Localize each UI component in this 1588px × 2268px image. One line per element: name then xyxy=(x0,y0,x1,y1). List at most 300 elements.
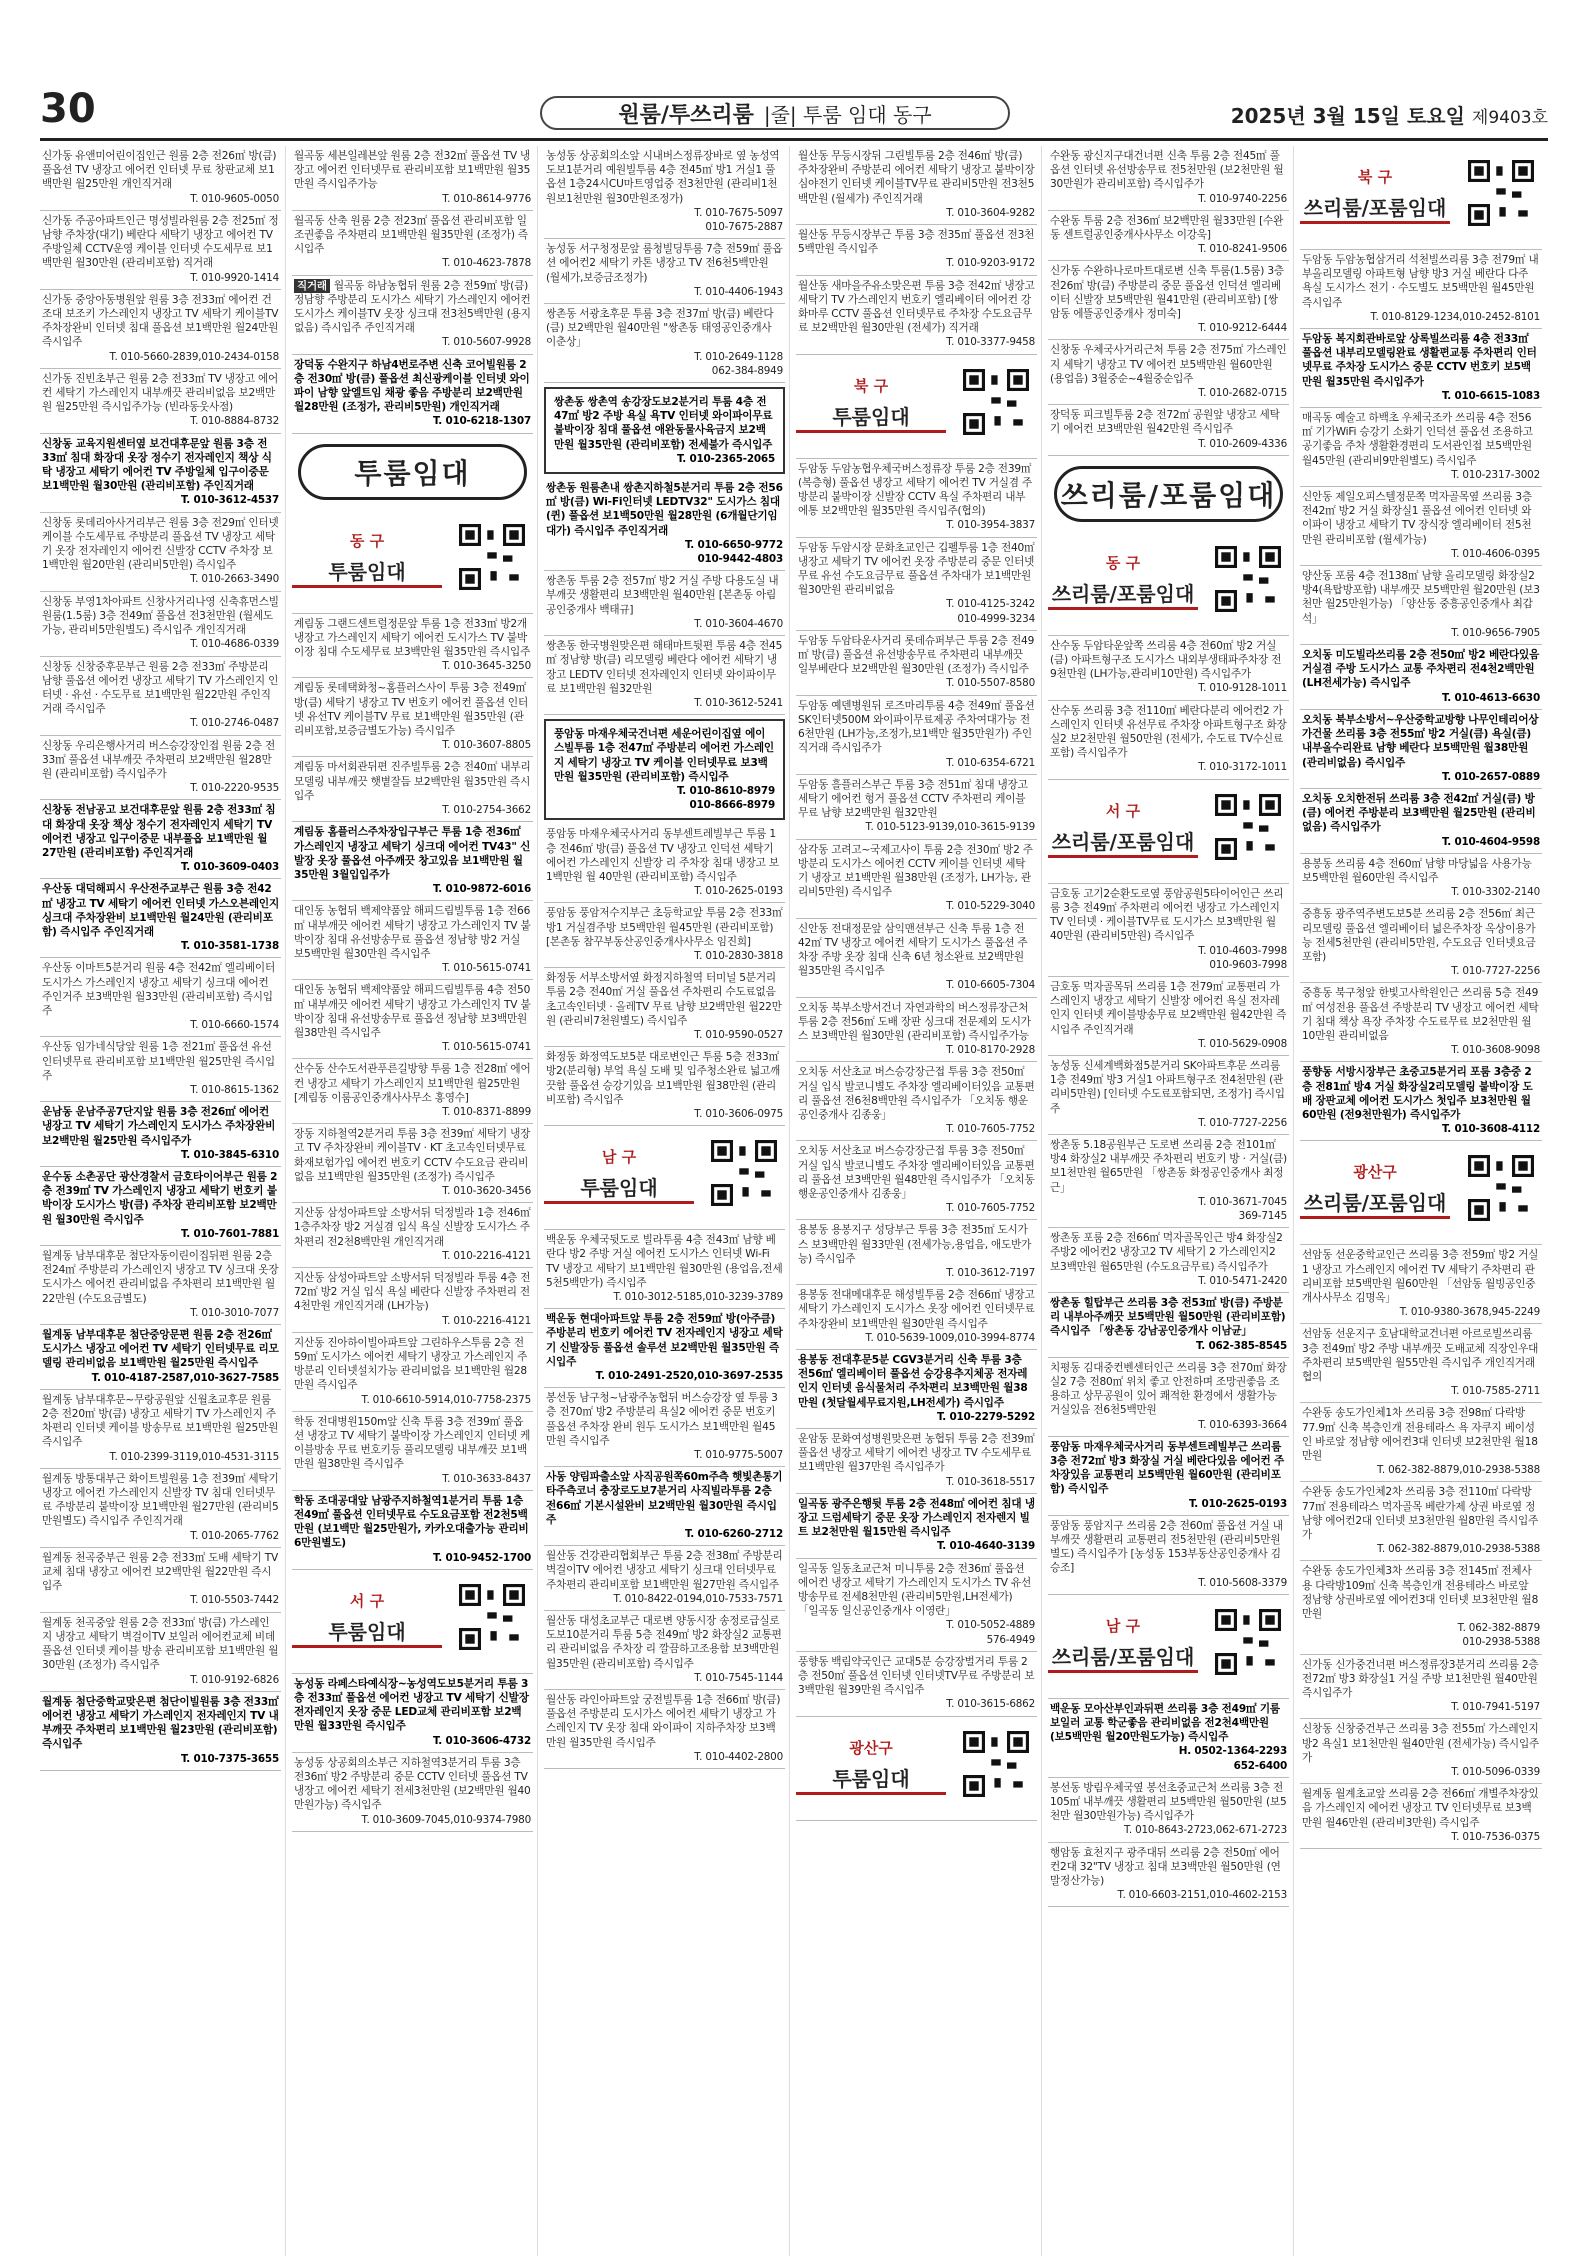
subsection-buk-threeroom xyxy=(1300,146,1542,250)
boxed-ad xyxy=(544,387,785,474)
ad-body: 월곡동 세븐일레븐앞 원룸 2층 전32㎡ 풀옵션 TV 냉장고 에어컨 인터넷무료 관리비포함 보1백만원 월35만원 즉시입주가능 xyxy=(294,150,531,191)
ad-phone: T. 010-3608-9098 xyxy=(1451,1044,1540,1057)
ad-body: 신가동 유앤미어린이집인근 원룸 2층 전26㎡ 방(큼) 풀옵션 TV 냉장고 에어컨 인터넷 무료 창판교체 보1백만원 월25만원 개인직거래 xyxy=(42,150,277,191)
classified-ad xyxy=(1300,1403,1542,1482)
ad-phone: T. 010-6650-9772 010-9442-4803 xyxy=(684,538,783,566)
ad-text xyxy=(294,617,531,660)
ad-phone: T. 010-7675-5097 010-7675-2887 xyxy=(694,206,783,234)
classified-ad xyxy=(544,478,785,571)
classified-ad xyxy=(796,998,1037,1063)
ad-text xyxy=(294,1415,531,1472)
ad-phone: T. 010-2682-0715 xyxy=(1198,387,1287,400)
ad-phone: T. 010-5629-0908 xyxy=(1198,1037,1287,1050)
ad-body: 대인동 농협뒤 백제약품앞 해피드림빌투룸 1층 전66㎡ 내부깨끗 에어컨 세탁기 냉장고 가스레인지 TV 붙박이장 침대 유선방송무료 풀옵션 정남향 방2 거실 보5백만원 월30만원 즉시입주 xyxy=(294,905,531,960)
ad-text xyxy=(294,983,531,1040)
classified-ad xyxy=(1048,977,1289,1056)
ad-body: 농성동 라페스타예식장~농성역도보5분거리 투룸 3층 전33㎡ 풀옵션 에어컨 냉장고 TV 세탁기 신발장 전자레인지 옷장 중문 LED교체 관리비포함 보2백만원 월33만원 즉시입주 xyxy=(294,1677,529,1733)
classified-ad xyxy=(40,1692,281,1771)
classified-ad xyxy=(1048,1293,1289,1358)
ad-text xyxy=(546,1614,783,1671)
ad-phone: T. 010-2491-2520,010-3697-2535 xyxy=(595,1370,783,1383)
ad-text xyxy=(1302,713,1540,770)
ad-body: 오치동 서산초교 버스승강장근접 투룸 3층 전50㎡ 거실 입식 발코니별도 주차장 엘리베이터있음 교통편리 풀옵션 보3백만원 월48만원 즉시입주가 「오치동 행운공인중개사 김종웅」 xyxy=(798,1145,1035,1200)
classified-ad xyxy=(1048,405,1289,456)
ad-body: 쌍촌동 서광초후문 투룸 3층 전37㎡ 방(큼) 베란다(큼) 보2백만원 월40만원 "쌍촌동 태영공인중개사 이춘상」 xyxy=(546,308,774,349)
ad-body: 장동 지하철역2분거리 투룸 3층 전39㎡ 세탁기 냉장고 TV 주차장완비 케이블TV · KT 초고속인터넷무료 화재보험가입 에어컨 번호키 CCTV 수도요금 관리비없음 보1백만원 월35만원 (조정가) 즉시입주 xyxy=(294,1128,531,1183)
ad-phone: T. 010-3845-6310 xyxy=(180,1148,279,1161)
ad-phone: T. 010-8241-9506 xyxy=(1198,243,1287,256)
classified-ad xyxy=(544,1546,785,1611)
classified-ad xyxy=(544,824,785,903)
ad-body: 수완동 송도가인체2차 쓰리룸 3층 전110㎡ 다락방77㎡ 전용테라스 먹자골목 베란가제 상권 바로옆 정남향 에어컨2대 인터넷 보3천만원 월8만원 즉시입주가 xyxy=(1302,1486,1539,1542)
ad-body: 수완동 투룸 2층 전36㎡ 보2백만원 월33만원 [수완동 센트럴공인중개사사무소 이강욱] xyxy=(1050,214,1284,242)
ad-text xyxy=(1050,343,1287,386)
ad-text xyxy=(294,1494,531,1551)
ad-phone: T. 010-2365-2065 xyxy=(676,452,775,465)
ad-phone: T. 010-8371-8899 xyxy=(442,1105,531,1118)
ad-phone: T. 010-4603-7998 010-9603-7998 xyxy=(1198,944,1287,971)
ad-body: 일곡동 일동초교근처 미니투룸 2층 전36㎡ 풀옵션 에어컨 냉장고 세탁기 가스레인지 도시가스 TV 유선방송무료 전세8천만원 (관리비5만원,LH전세가) 「일곡동 일신공인중개사 이영란」 xyxy=(798,1562,1031,1618)
ad-text xyxy=(42,595,279,638)
ad-text xyxy=(294,825,531,882)
ad-body: 신가동 신가중건너편 버스정류장3분거리 쓰리룸 2층 전72㎡ 방3 화장실1 거실 주방 보1천만원 월40만원 즉시입주가 xyxy=(1302,1658,1539,1700)
ad-body: 지산동 삼성아파트앞 소방서뒤 덕정빌라 투룸 4층 전72㎡ 방2 거실 입식 욕실 베란다 신발장 주차편리 전4천만원 개인직거래 (LH가능) xyxy=(294,1271,531,1313)
ad-text xyxy=(294,1127,531,1184)
ad-body: 신창동 신창중후문부근 원룸 2층 전33㎡ 주방분리 남향 풀옵션 에어컨 냉장고 세탁기 TV 가스레인지 인터넷 · 유선 · 수도무료 보1백만원 월22만원 주인직거래 즉시입주 xyxy=(42,660,279,716)
classified-ad xyxy=(796,840,1037,919)
classified-ad xyxy=(1048,1516,1289,1595)
ad-text xyxy=(798,1497,1035,1540)
ad-phone: T. 010-7536-0375 xyxy=(1451,1830,1540,1843)
ad-text xyxy=(798,1353,1035,1410)
classified-ad xyxy=(1048,146,1289,211)
ad-text xyxy=(1302,986,1540,1043)
ad-text xyxy=(1302,1722,1540,1765)
classified-ad xyxy=(796,225,1037,276)
ad-phone: T. 010-3604-4670 xyxy=(694,617,783,630)
classified-ad xyxy=(1300,904,1542,983)
classified-ad xyxy=(40,290,281,369)
classified-ad xyxy=(544,571,785,636)
classified-ad xyxy=(40,657,281,736)
ad-text xyxy=(42,882,279,939)
classified-ad xyxy=(292,980,533,1059)
ad-body: 신창동 롯데리아사거리부근 원룸 3층 전29㎡ 인터넷 케이블 수도세무료 주방분리 풀옵션 TV 냉장고 세탁기 옷장 전자레인지 에어컨 신발장 CCTV 주차장 보1백만원 월20만원 (관리비5만원) 즉시입주 xyxy=(42,516,279,572)
subsection-title: 쓰리룸/포룸임대 xyxy=(1048,1641,1198,1673)
column-4 xyxy=(796,146,1042,2256)
ad-text xyxy=(798,1001,1035,1044)
ad-text xyxy=(798,228,1035,256)
subsection-title: 투룸임대 xyxy=(292,556,442,588)
classified-ad xyxy=(292,901,533,980)
ad-phone: T. 010-8422-0194,010-7533-7571 xyxy=(613,1592,783,1605)
ad-phone: T. 010-4406-1943 xyxy=(694,285,783,298)
ad-phone: T. 010-6393-3664 xyxy=(1198,1418,1287,1431)
ad-phone: H. 0502-1364-2293 652-6400 xyxy=(1178,1745,1287,1772)
page-number: 30 xyxy=(40,86,96,132)
classified-ad xyxy=(544,1467,785,1546)
ad-body: 계림동 홈플러스주차장입구부근 투룸 1층 전36㎡ 가스레인지 냉장고 세탁기 싱크대 에어컨 TV43" 신발장 옷장 풀옵션 아주깨끗 창고있음 보1백만원 월35만원 3월입입주가 xyxy=(294,826,531,881)
subsection-district: 북 구 xyxy=(1357,168,1393,186)
ad-body: 두암동 두암농협우체국버스정류장 투룸 2층 전39㎡ (복층형) 풀옵션 냉장고 세탁기 에어컨 TV 거실겸 주방분리 붙박이장 신발장 CCTV 욕실 주차편리 내부에통 보2백만원 월35만원 즉시입주(협의) xyxy=(798,462,1032,518)
classified-ad xyxy=(1048,1056,1289,1135)
ad-phone: T. 010-3172-1011 xyxy=(1198,761,1287,774)
ad-text xyxy=(1302,1327,1540,1384)
ad-text xyxy=(1302,569,1540,626)
ad-body: 양산동 포룸 4층 전138㎡ 남향 올리모델링 화장실2 방4(욕탑방포함) 내부깨끗 보5백만원 월20만원 (보3천만 월25만원가능) 「양산동 중흥공인중개사 최갑석」 xyxy=(1302,570,1540,625)
ad-text xyxy=(1050,639,1287,682)
classified-ad xyxy=(1300,1245,1542,1324)
ad-phone: T. 010-6260-2712 xyxy=(684,1528,783,1541)
ad-body: 월계동 남부대후문 첨단중앙문편 원룸 2층 전26㎡ 도시가스 냉장고 에어컨 TV 세탁기 인터넷무료 리모델링 관리비없음 보1백만원 월25만원 즉시입주 xyxy=(42,1329,279,1370)
subsection-district: 동 구 xyxy=(1105,553,1141,572)
ad-body: 신창동 신창중건부근 쓰리룸 3층 전55㎡ 가스레인지 방2 욕실1 보1천만원 월40만원 (전세가능) 즉시입주가 xyxy=(1302,1723,1540,1764)
ad-body: 계림동 그랜드센트럴정문앞 투룸 1층 전33㎡ 방2개 냉장고 가스레인지 세탁기 에어컨 도시가스 TV 붙박이장 침대 수도세무료 보3백만원 월35만원 즉시입주 xyxy=(294,617,531,659)
ad-phone: T. 062-382-8879,010-2938-5388 xyxy=(1376,1464,1540,1477)
ad-phone: T. 010-2065-7762 xyxy=(190,1529,279,1542)
classified-ad xyxy=(796,1141,1037,1220)
ad-phone: T. 010-2609-4336 xyxy=(1198,437,1287,450)
ad-text xyxy=(42,1472,279,1529)
ad-text xyxy=(1050,214,1287,242)
classified-ad xyxy=(292,1203,533,1268)
classified-ad xyxy=(1300,1324,1542,1403)
ad-text xyxy=(294,1677,531,1734)
ad-text xyxy=(42,293,279,350)
ad-phone: T. 010-5615-0741 xyxy=(442,962,531,975)
ad-text xyxy=(294,1756,531,1813)
classified-ad xyxy=(544,968,785,1047)
classified-ad xyxy=(796,1494,1037,1559)
ad-text xyxy=(546,1391,783,1448)
ad-text xyxy=(1302,1787,1540,1830)
classified-ad xyxy=(40,434,281,513)
subsection-district: 남 구 xyxy=(1105,1616,1141,1635)
ad-text xyxy=(42,437,279,494)
classified-ad xyxy=(544,903,785,968)
ad-text xyxy=(546,149,783,206)
ad-phone: T. 010-3633-8437 xyxy=(442,1472,531,1485)
ad-phone: T. 010-2625-0193 xyxy=(694,885,783,898)
ad-body: 신가동 수완하나로마트대로변 신축 투룸(1.5룸) 3층 전26㎡ 방(큼) 주방분리 중문 풀옵션 인덕션 엘리베이터 신발장 보5백만원 월41만원 (관리비포함) [쌍암동 에뜰공인중개사 정미숙] xyxy=(1050,265,1284,321)
ad-body: 월계동 천곡중앞 원룸 2층 전33㎡ 방(큼) 가스레인지 냉장고 세탁기 벽걸이TV 보일러 에어컨교체 비데 풀옵션 인터넷 케이블 방송 관리비포함 보1백만원 월30만원 (조정가) 즉시입주 xyxy=(42,1616,279,1672)
ad-text xyxy=(294,1336,531,1393)
ad-phone: T. 010-9920-1414 xyxy=(190,271,279,284)
ad-text xyxy=(1050,1361,1287,1418)
ad-phone: T. 010-9203-9172 xyxy=(946,257,1035,270)
classified-ad xyxy=(544,1047,785,1126)
ad-body: 매곡동 예술고 하백초 우체국조카 쓰리룸 4층 전56㎡ 기가WiFi 승강기 소화기 인덕션 풀옵션 조용하고 공기좋음 주차 생활환경편리 도서관인접 보5백만원 월45만원 (관리비9만원별도) 즉시입주 xyxy=(1302,412,1533,467)
direct-deal-badge: 직거래 xyxy=(294,279,330,293)
ad-text xyxy=(1050,1519,1287,1576)
ad-body: 우산동 임가네식당앞 원룸 1층 전21㎡ 풀옵션 유선 인터넷무료 관리비포함 보1백만원 월25만원 즉시입주 xyxy=(42,1041,275,1082)
ad-phone: T. 010-3612-7197 xyxy=(946,1267,1035,1279)
ad-text xyxy=(42,1616,279,1673)
ad-text xyxy=(1302,411,1540,468)
qr-code-icon xyxy=(1215,1609,1281,1675)
classified-ad xyxy=(1300,329,1542,408)
ad-body: 금호동 먹자골목뒤 쓰리룸 1층 전79㎡ 교통편리 가스레인지 냉장고 세탁기 신발장 에어컨 욕실 전자레인지 인터넷 케이블방송무료 보2백만원 월42만원 즉시입주 주인직거래 xyxy=(1050,980,1287,1036)
ad-text xyxy=(42,739,279,782)
classified-ad xyxy=(40,592,281,657)
ad-text xyxy=(1302,1564,1540,1621)
ad-text xyxy=(546,242,783,285)
ad-phone: T. 010-5660-2839,010-2434-0158 xyxy=(109,350,279,363)
ad-body: 신창동 교육지원센터옆 보건대후문앞 원룸 3층 전33㎡ 침대 화장대 옷장 정수기 전자레인지 책상 식탁 냉장고 세탁기 에어컨 TV 주방일체 입구이중문 보1백만원 월30만원 (관리비포함) 주인직거래 xyxy=(42,437,272,493)
ad-text xyxy=(798,699,1035,756)
ad-body: 장덕동 수완지구 하남4번로주변 신축 코어빌원룸 2층 전30㎡ 방(큼) 풀옵션 최신광케이블 인터넷 와이파이 남향 앞엘트임 채광 좋음 주방분리 보2백만원 월28만원 (조정가, 관리비5만원) 개인직거래 xyxy=(294,358,530,414)
ad-body: 두암동 두암시장 문화초교인근 깁펠투룸 1층 전40㎡ 냉장고 세탁기 TV 에어컨 옷장 주방분리 중문 인터넷무료 유선 수도요금무료 풀옵션 주차대가 보1백만원 월30만원 관리비없음 xyxy=(798,541,1035,597)
ad-phone: T. 010-9605-0050 xyxy=(190,192,279,205)
qr-code-icon xyxy=(963,1731,1029,1797)
ad-text xyxy=(42,961,279,1018)
ad-body: 농성동 상공회의소부근 지하철역3분거리 투룸 3층 전36㎡ 방2 주방분리 중문 CCTV 인터넷 풀옵션 TV 냉장고 에어컨 세탁기 전세3천만원 (보2백만원 월40만원가능) 즉시입주 xyxy=(294,1756,531,1812)
ad-text xyxy=(1302,792,1540,835)
ad-text xyxy=(798,1223,1035,1266)
ad-body: 화정동 화정역도보5분 대로변인근 투룸 5층 전33㎡ 방2(분리형) 부엌 욕실 도배 및 입주청소완료 넓고깨끗함 풀옵션 승강기있음 보1백만원 월38만원 (관리비포함) 즉시입주 xyxy=(546,1051,781,1106)
ad-phone: T. 010-3671-7045 369-7145 xyxy=(1198,1195,1287,1222)
ad-phone: T. 010-5052-4889 576-4949 xyxy=(946,1619,1035,1646)
ad-phone: T. 010-7545-1144 xyxy=(694,1671,783,1684)
ad-phone: T. 010-9452-1700 xyxy=(432,1551,531,1564)
ad-phone: T. 010-2625-0193 xyxy=(1188,1497,1287,1510)
classified-ad xyxy=(796,146,1037,225)
ad-phone: T. 010-2279-5292 xyxy=(936,1410,1035,1423)
ad-body: 풍암동 마재우체국사거리 동부센트레빌부근 쓰리룸 3층 전72㎡ 방3 화장실 거실 베란다있음 에어컨 주차장있음 교통편리 보5백만원 월60만원 (관리비포함) 즉시입주 xyxy=(1050,1440,1285,1496)
ad-phone: T. 010-3010-7077 xyxy=(190,1306,279,1319)
ad-phone: T. 010-9380-3678,945-2249 xyxy=(1399,1306,1540,1319)
ad-phone: T. 010-6603-2151,010-4602-2153 xyxy=(1117,1889,1287,1902)
ad-body: 행암동 효천지구 광주대뒤 쓰리룸 2층 전50㎡ 에어컨2대 32"TV 냉장고 침대 보3백만원 월50만원 (연말정산가능) xyxy=(1050,1846,1281,1888)
ad-phone: T. 010-4640-3139 xyxy=(936,1540,1035,1553)
classified-ad xyxy=(40,513,281,592)
ad-phone: T. 062-382-8879 010-2938-5388 xyxy=(1457,1622,1540,1649)
ad-phone: T. 010-4686-0339 xyxy=(190,638,279,651)
ad-phone: T. 010-9775-5007 xyxy=(694,1449,783,1462)
ad-text xyxy=(42,516,279,573)
ad-text xyxy=(42,214,279,271)
subsection-seo-threeroom xyxy=(1048,780,1289,884)
ad-body: 신창동 우체국사거리근처 투룸 2층 전75㎡ 가스레인지 세탁기 냉장고 TV 에어컨 보5백만원 월60만원 (용업음) 3월중순~4월중순입주 xyxy=(1050,344,1287,385)
ad-phone: T. 062-382-8879,010-2938-5388 xyxy=(1376,1543,1540,1556)
ad-body: 봉선동 남구청~남광주농협뒤 버스승강장 옆 투룸 3층 전70㎡ 방2 주방분리 욕실2 에어컨 중문 번호키 풀옵션 주차장 완비 원두 도시가스 보1백만원 월45만원 즉시입주 xyxy=(546,1392,778,1447)
ad-phone: T. 010-8643-2723,062-671-2723 xyxy=(1123,1824,1287,1837)
ad-body: 오치동 오치한전뒤 쓰리룸 3층 전42㎡ 거실(큼) 방(큼) 에어컨 주방분리 보3백만원 월25만원 (관리비없음) 즉시입주가 xyxy=(1302,792,1536,834)
ad-text xyxy=(798,1144,1035,1201)
ad-phone: T. 010-4187-2587,010-3627-7585 xyxy=(91,1371,279,1384)
subsection-title: 쓰리룸/포룸임대 xyxy=(1300,1187,1450,1219)
classified-ad xyxy=(292,614,533,679)
classified-ad xyxy=(544,146,785,239)
ad-text xyxy=(294,1206,531,1249)
ad-phone: T. 010-2746-0487 xyxy=(190,717,279,730)
ad-body: 신창동 우리은행사거리 버스승강장인접 원룸 2층 전33㎡ 풀옵션 내부깨끗 주차편리 보2백만원 월28만원 (관리비포함) 즉시입주가 xyxy=(42,739,276,780)
subsection-district: 광산구 xyxy=(849,1738,893,1757)
ad-phone: T. 010-5229-3040 xyxy=(946,900,1035,913)
ad-body: 월계동 남부대후문 첨단자동이린이집뒤편 원룸 2층 전24㎡ 주방분리 가스레인지 냉장고 TV 싱크대 옷장 도시가스 에어컨 관리비없음 주차편리 보1백만원 월22만원 (수도요금별도) xyxy=(42,1250,279,1305)
ad-phone: T. 010-7375-3655 xyxy=(180,1752,279,1765)
ad-phone: T. 010-4606-0395 xyxy=(1451,547,1540,560)
ad-phone: T. 010-5607-9928 xyxy=(442,336,531,349)
ad-body: 월산동 무등시장부근 투룸 3층 전35㎡ 풀옵션 전3천5백만원 즉시입주 xyxy=(798,229,1035,256)
classified-ad xyxy=(292,146,533,211)
ad-phone: T. 010-6605-7304 xyxy=(946,979,1035,992)
ad-phone: T. 010-4613-6630 xyxy=(1441,691,1540,704)
subsection-title: 투룸임대 xyxy=(796,401,946,433)
ad-text xyxy=(1050,1296,1287,1339)
classified-ad xyxy=(292,678,533,757)
ad-phone: T. 010-9212-6444 xyxy=(1198,322,1287,335)
ad-body: 두암동 흘플러스부근 투룸 3층 전51㎡ 침대 냉장고 세탁기 에어컨 헝거 풀옵션 CCTV 주차편리 케이블무료 남향 보2백만원 월32만원 xyxy=(798,778,1028,820)
classified-ad xyxy=(40,1469,281,1548)
column-6 xyxy=(1300,146,1546,2256)
ad-phone: T. 010-3012-5185,010-3239-3789 xyxy=(613,1291,783,1303)
ad-body: 월계동 천곡중부근 원룸 2층 전33㎡ 도배 세탁기 TV교체 침대 냉장고 에어컨 보2백만원 월22만원 즉시입주 xyxy=(42,1551,279,1593)
ad-body: 수완동 송도가인체3차 쓰리룸 3층 전145㎡ 전체사용 다락방109㎡ 신축 복층인개 전용테라스 바로앞 정남향 상권바로옆 에어컨3대 인터넷 보3천만원 월8만원 xyxy=(1302,1565,1539,1621)
ad-phone: T. 010-2657-0889 xyxy=(1441,770,1540,783)
ad-phone: T. 010-9590-0527 xyxy=(694,1028,783,1041)
classified-ad xyxy=(1048,340,1289,405)
classified-ad xyxy=(292,1753,533,1832)
ad-text xyxy=(294,149,531,192)
classified-ad xyxy=(1300,1719,1542,1784)
classified-ad xyxy=(292,1491,533,1570)
ad-phone: T. 010-5096-0339 xyxy=(1451,1766,1540,1779)
classified-ad xyxy=(40,1246,281,1325)
ad-text xyxy=(1302,1065,1540,1122)
ad-body: 용봉동 전대메대후문 해성빌투룸 2층 전66㎡ 냉장고 세탁기 가스레인지 도시가스 옷장 에어컨 인터넷무료 주차장완비 보1백만원 월30만원 즉시입주 xyxy=(798,1289,1035,1330)
classified-ad xyxy=(796,1062,1037,1141)
subsection-district: 서 구 xyxy=(349,1591,385,1610)
ad-text xyxy=(294,760,531,803)
qr-code-icon xyxy=(711,1140,777,1206)
classified-ad xyxy=(292,1059,533,1124)
ad-text xyxy=(294,358,531,415)
ad-text xyxy=(546,906,783,949)
subsection-title: 투룸임대 xyxy=(544,1172,694,1204)
classified-ad xyxy=(796,1559,1037,1652)
subsection-nam-threeroom xyxy=(1048,1595,1289,1699)
ad-phone: T. 010-2754-3662 xyxy=(442,804,531,817)
classified-ad xyxy=(796,1220,1037,1285)
ad-text xyxy=(798,1288,1035,1331)
ad-text xyxy=(42,149,279,192)
ad-body: 오치동 서산초교 버스승강장근접 투룸 3층 전50㎡ 거실 입식 발코니별도 주차장 엘리베이터있음 교통편리 풀옵션 전6천8백만원 즉시입주가 「오치동 행운공인중개사 김종웅」 xyxy=(798,1066,1035,1121)
classified-ad xyxy=(292,757,533,822)
ad-text xyxy=(546,481,783,538)
ad-text xyxy=(294,279,531,336)
ad-text xyxy=(1050,704,1287,761)
ad-phone: T. 010-7941-5197 xyxy=(1451,1701,1540,1714)
classified-ad xyxy=(40,1390,281,1469)
ad-phone: T. 010-7727-2256 xyxy=(1198,1116,1287,1129)
ad-phone: T. 010-3581-1738 xyxy=(180,940,279,953)
ad-body: 월산동 새마을주유소맞은편 투룸 3층 전42㎡ 냉장고 세탁기 TV 가스레인지 번호키 엘리베이터 에어컨 강화마루 CCTV 풀옵션 인터넷무료 주차장 수도요금무료 보2백만원 월30만원 (전세가) 직거래 xyxy=(798,279,1035,335)
ad-body: 삼각동 고려고~국제고사이 투룸 2층 전30㎡ 방2 주방분리 도시가스 에어컨 CCTV 케이블 인터넷 세탁기 냉장고 보1백만원 월38만원 (조정가, LH가능, 관리비5만원) 즉시입주 xyxy=(798,843,1033,899)
ad-body: 두암동 복지회관바로앞 상록빌쓰리룸 4층 전33㎡ 풀옵션 내부리모델링완료 생활편교통 주차편리 인터넷무료 주차장 도시가스 중문 CCTV 번호키 보5백만원 월35만원 즉시입주가 xyxy=(1302,333,1537,388)
classified-ad xyxy=(40,146,281,211)
ad-phone: T. 010-5507-8580 xyxy=(946,677,1035,690)
ad-body: 두암동 두암농협삼거리 석천빌쓰리룸 3층 전79㎡ 내부올리모델링 아파트형 남향 방3 거실 베란다 다주 욕실 도시가스 전기 · 수도별도 보5백만원 월45만원 즉시입주 xyxy=(1302,254,1539,309)
header-rule xyxy=(40,138,1548,141)
section-title-threeroom: 쓰리룸/포룸임대 xyxy=(1054,466,1283,522)
ad-text xyxy=(42,1170,279,1227)
ad-body: 운남동 운남주공7단지앞 원룸 3층 전26㎡ 에어컨 냉장고 TV 세탁기 가스레인지 도시가스 주차장완비 보2백만원 월25만원 즉시입주가 xyxy=(42,1106,276,1147)
ad-phone: T. 010-3604-9282 xyxy=(946,206,1035,219)
ad-phone: T. 010-2216-4121 xyxy=(442,1314,531,1327)
ad-phone: T. 010-8884-8732 xyxy=(190,415,279,428)
classified-ad xyxy=(544,1388,785,1467)
classified-ad xyxy=(1300,487,1542,566)
ad-text xyxy=(294,1271,531,1314)
ad-phone: T. 010-2663-3490 xyxy=(190,573,279,586)
ad-body: 계림동 마서회관뒤편 진주빌투룸 2층 전40㎡ 내부리모델링 내부깨끗 햇볕잘듬 보2백만원 월35만원 즉시입주 xyxy=(294,761,531,802)
ad-body: 치평동 김대중컨벤센터인근 쓰리룸 3층 전70㎡ 화장실2 7층 전80㎡ 위치 좋고 안전하며 조망권좋음 조용하고 상무공원이 있어 쾌적한 환경에서 생활가능 거실있음 전6천5백만원 xyxy=(1050,1361,1287,1417)
ad-text xyxy=(798,843,1035,900)
ad-phone: T. 010-2216-4121 xyxy=(442,1249,531,1262)
classified-ad xyxy=(40,1548,281,1613)
ad-text xyxy=(546,1470,783,1527)
ad-body: 쌍촌동 원룸촌내 쌍촌지하철5분거리 투룸 2층 전56㎡ 방(큼) Wi-Fi인터넷 LEDTV32" 도시가스 침대(퀸) 풀옵션 보1백50만원 월28만원 (6개월단기임대가) 즉시입주 주인직거래 xyxy=(546,482,783,537)
ad-body: 월계동 방통대부근 화이트빌원룸 1층 전39㎡ 세탁기 냉장고 에어컨 가스레인지 신발장 TV 침대 인터넷무료 주방분리 붙박이장 보1백만원 월27만원 (관리비5만원별도) 즉시입주 주인직거래 xyxy=(42,1472,279,1528)
ad-text xyxy=(798,1562,1035,1619)
ad-text xyxy=(1050,1059,1287,1116)
ad-phone: T. 010-9872-6016 xyxy=(432,883,531,896)
subsection-nam-tworoom xyxy=(544,1126,785,1230)
ad-body: 월계동 월계초교앞 쓰리룸 2층 전66㎡ 개별주차장있음 가스레인지 에어컨 냉장고 TV 인터넷무료 보3백만원 월46만원 (관리비3만원) 즉시입주 xyxy=(1302,1788,1539,1829)
ad-text xyxy=(1050,264,1287,321)
subsection-title: 투룸임대 xyxy=(796,1763,946,1795)
ad-body: 우산동 이마트5분거리 원룸 4층 전42㎡ 엘리베이터 도시가스 가스레인지 냉장고 세탁기 싱크대 에어컨 주인거주 보3백만원 월33만원 (관리비포함) 즉시입주 xyxy=(42,962,275,1017)
ad-body: 신가동 중앙아동병원앞 원룸 3층 전33㎡ 에어컨 건조대 보조키 가스레인지 냉장고 TV 세탁기 케이블TV 주차장완비 인터넷 침대 풀옵션 보1백만원 월24만원 즉시입주 xyxy=(42,293,279,349)
ad-phone: T. 010-3609-7045,010-9374-7980 xyxy=(361,1813,531,1826)
classified-ad xyxy=(292,355,533,434)
issue-date xyxy=(1231,100,1548,129)
ad-phone: T. 010-8615-1362 xyxy=(190,1083,279,1096)
classified-ad xyxy=(796,1429,1037,1494)
ad-text xyxy=(1302,907,1540,964)
classified-ad xyxy=(796,775,1037,840)
ad-body: 용봉동 전대후문5분 CGV3분거리 신축 투룸 3층 전56㎡ 엘리베이터 풀옵션 승강용추지체공 전자레인지 인터넷 음식물처리 주차편리 보3백만원 월38만원 (첫달월세무료지원,LH전세가) 즉시입주 xyxy=(798,1354,1028,1409)
ad-phone: T. 010-7585-2711 xyxy=(1451,1385,1540,1398)
ad-phone: T. 010-7601-7881 xyxy=(180,1227,279,1240)
ad-body: 운수동 소촌공단 광산경찰서 금호타이어부근 원룸 2층 전39㎡ TV 가스레인지 냉장고 세탁기 번호키 붙박이장 도시가스 방(큼) 주차장 관리비포함 보2백만원 월30만원 즉시입주 xyxy=(42,1171,278,1226)
ad-phone: T. 010-2649-1128 062-384-8949 xyxy=(694,350,783,377)
qr-code-icon xyxy=(963,369,1029,435)
ad-text xyxy=(42,803,279,860)
ad-text xyxy=(1050,980,1287,1037)
ad-body: 월계동 남부대후문~무랑공원앞 신월초교후문 원룸 2층 전20㎡ 방(큼) 냉장고 세탁기 TV 가스레인지 주차편리 인터넷 케이블 방송무료 보1백만원 월25만원 즉시입주 xyxy=(42,1393,279,1449)
ad-text xyxy=(294,1062,531,1105)
ad-body: 신안동 전대정문앞 삼익맨션부근 신축 투룸 1층 전42㎡ TV 냉장고 에어컨 세탁기 도시가스 풀옵션 주차장 주방 옷장 침대 신축 6년 청소완료 보2백만원 월35만원 즉시입주 xyxy=(798,922,1028,978)
subsection-dong-threeroom xyxy=(1048,532,1289,636)
ad-phone: T. 010-8129-1234,010-2452-8101 xyxy=(1370,310,1540,323)
ad-phone: T. 010-3612-5241 xyxy=(694,696,783,709)
classified-ad xyxy=(544,1690,785,1769)
ad-body: 쌍촌동 포룸 2층 전66㎡ 먹자골목인근 방4 화장실2 주방2 에어컨2 냉장고2 TV 세탁기 2 가스레인지2 보3백만원 월65만원 (수도요금무료) 즉시입주가 xyxy=(1050,1232,1283,1273)
ad-body: 쌍촌동 힐탑부근 쓰리룸 3층 전53㎡ 방(큼) 주방분리 내부아주깨끗 보5백만원 월50만원 (관리비포함) 즉시입주 「쌍촌동 강남공인중개사 이남균」 xyxy=(1050,1296,1286,1338)
ad-body: 풍향동 서방시장부근 초중고5분거리 포룸 3층중 2층 전81㎡ 방4 거실 화장실2리모델링 붙박이장 도배 장판교체 에어컨 도시가스 첫입주 보3천만원 월60만원 (전9천만원가) 즉시입주가 xyxy=(1302,1066,1533,1121)
ad-body: 우산동 대덕해피시 우산전주교부근 원룸 3층 전42㎡ 냉장고 TV 세탁기 에어컨 인터넷 가스오븐레인지 싱크대 주차장완비 보1백만원 월24만원 (관리비포함) 즉시입주 주인직거래 xyxy=(42,883,279,938)
classified-ad xyxy=(292,1124,533,1203)
subsection-district: 동 구 xyxy=(349,531,385,550)
ad-body: 학동 조대공대앞 남광주지하철역1분거리 투룸 1층 전49㎡ 풀옵션 인터넷무료 수도요금포함 전2천5백만원 (보1백만 월25만원가, 카카오대출가능 관리비6만원별도) xyxy=(294,1494,529,1550)
ad-text xyxy=(294,214,531,257)
classified-ad xyxy=(40,1613,281,1692)
classified-ad xyxy=(40,1325,281,1390)
classified-ad xyxy=(1300,1784,1542,1849)
classified-ad xyxy=(40,211,281,290)
